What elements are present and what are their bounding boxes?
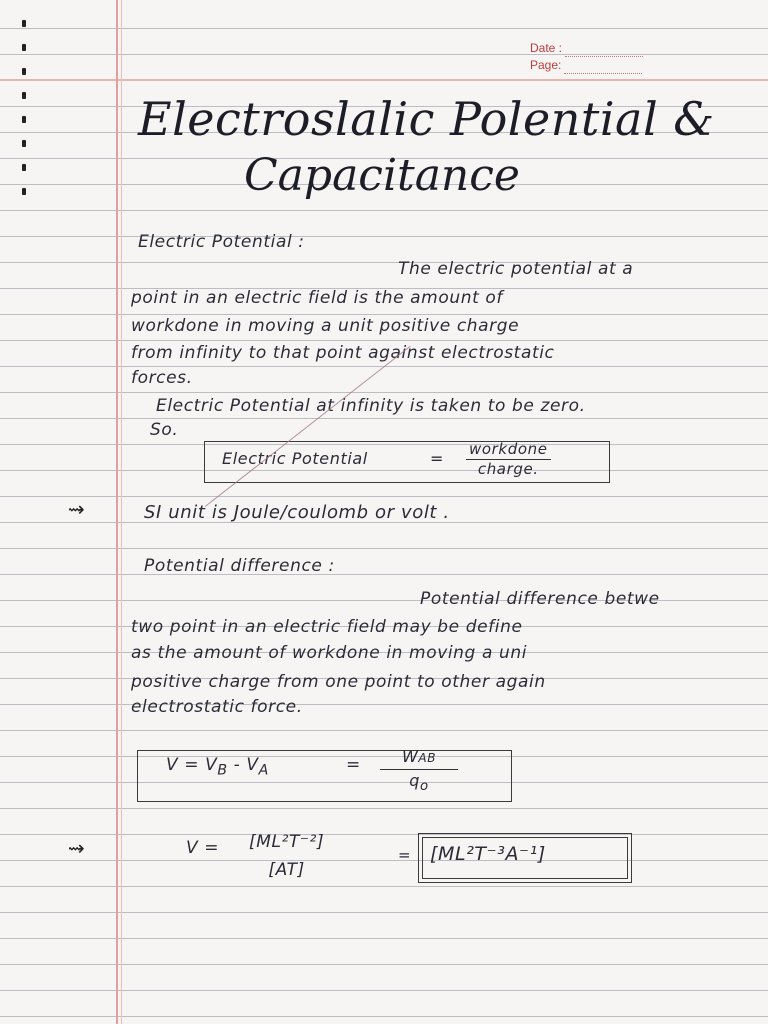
- paragraph-line: as the amount of workdone in moving a uni: [131, 643, 528, 663]
- dim-result: [ML²T⁻³A⁻¹]: [430, 843, 546, 865]
- paragraph-line: forces.: [131, 368, 193, 388]
- so-label: So.: [150, 420, 179, 440]
- binding-hole: [22, 164, 26, 171]
- binding-hole: [22, 188, 26, 195]
- pd-equals: =: [346, 755, 361, 775]
- formula-fraction: [466, 440, 551, 479]
- dim-fraction: [246, 828, 327, 884]
- binding-hole: [22, 68, 26, 75]
- binding-hole: [22, 140, 26, 147]
- section-heading-electric-potential: Electric Potential :: [138, 232, 305, 252]
- date-page-header: [530, 40, 643, 74]
- dim-denominator: [AT]: [268, 860, 305, 880]
- title-line-1: Electroslalic Polential &: [138, 92, 715, 146]
- si-unit-line: SI unit is Joule/coulomb or volt .: [144, 502, 450, 523]
- pd-sub-b: B: [217, 762, 228, 779]
- pd-minus-va: - V: [227, 755, 259, 775]
- margin-line: [116, 0, 118, 1024]
- paragraph-line: The electric potential at a: [398, 259, 634, 279]
- paragraph-line: electrostatic force.: [131, 697, 303, 717]
- page-blank: [564, 63, 642, 74]
- paragraph-line: positive charge from one point to other again: [131, 672, 546, 692]
- pd-work-sub: AB: [418, 751, 437, 765]
- note-line: Electric Potential at infinity is taken to be zero.: [156, 396, 586, 416]
- pd-charge-sub: o: [420, 779, 429, 795]
- formula-denominator: charge.: [477, 460, 539, 478]
- binding-hole: [22, 92, 26, 99]
- title-line-2: Capacitance: [244, 150, 520, 201]
- binding-hole: [22, 20, 26, 27]
- pd-sub-a: A: [258, 762, 269, 779]
- date-label: Date :: [530, 41, 563, 55]
- margin-line-inner: [121, 0, 122, 1024]
- date-blank: [565, 46, 643, 57]
- paragraph-line: Potential difference betwe: [420, 589, 660, 609]
- formula-equals: =: [430, 449, 445, 468]
- pd-charge: q: [409, 771, 421, 790]
- formula-lhs: Electric Potential: [222, 449, 368, 468]
- paragraph-line: from infinity to that point against electrostatic: [131, 343, 555, 363]
- page-label: Page:: [530, 58, 562, 72]
- dim-lhs: V =: [186, 838, 220, 858]
- formula-numerator: workdone: [466, 440, 551, 460]
- paragraph-line: workdone in moving a unit positive charge: [131, 316, 520, 336]
- arrow-mark-icon: ⇝: [68, 497, 85, 521]
- pd-v-vb: V = V: [166, 755, 218, 775]
- pd-fraction: [380, 746, 458, 798]
- pd-formula-lhs: [166, 755, 269, 778]
- binding-hole: [22, 116, 26, 123]
- dim-numerator: [ML²T⁻²]: [249, 832, 325, 852]
- pd-work: W: [402, 747, 419, 766]
- section-heading-potential-difference: Potential difference :: [144, 556, 335, 576]
- binding-hole: [22, 44, 26, 51]
- paragraph-line: two point in an electric field may be define: [131, 617, 523, 637]
- paragraph-line: point in an electric field is the amount of: [131, 288, 503, 308]
- dim-equals: =: [398, 846, 412, 864]
- arrow-mark-icon: ⇝: [68, 836, 85, 860]
